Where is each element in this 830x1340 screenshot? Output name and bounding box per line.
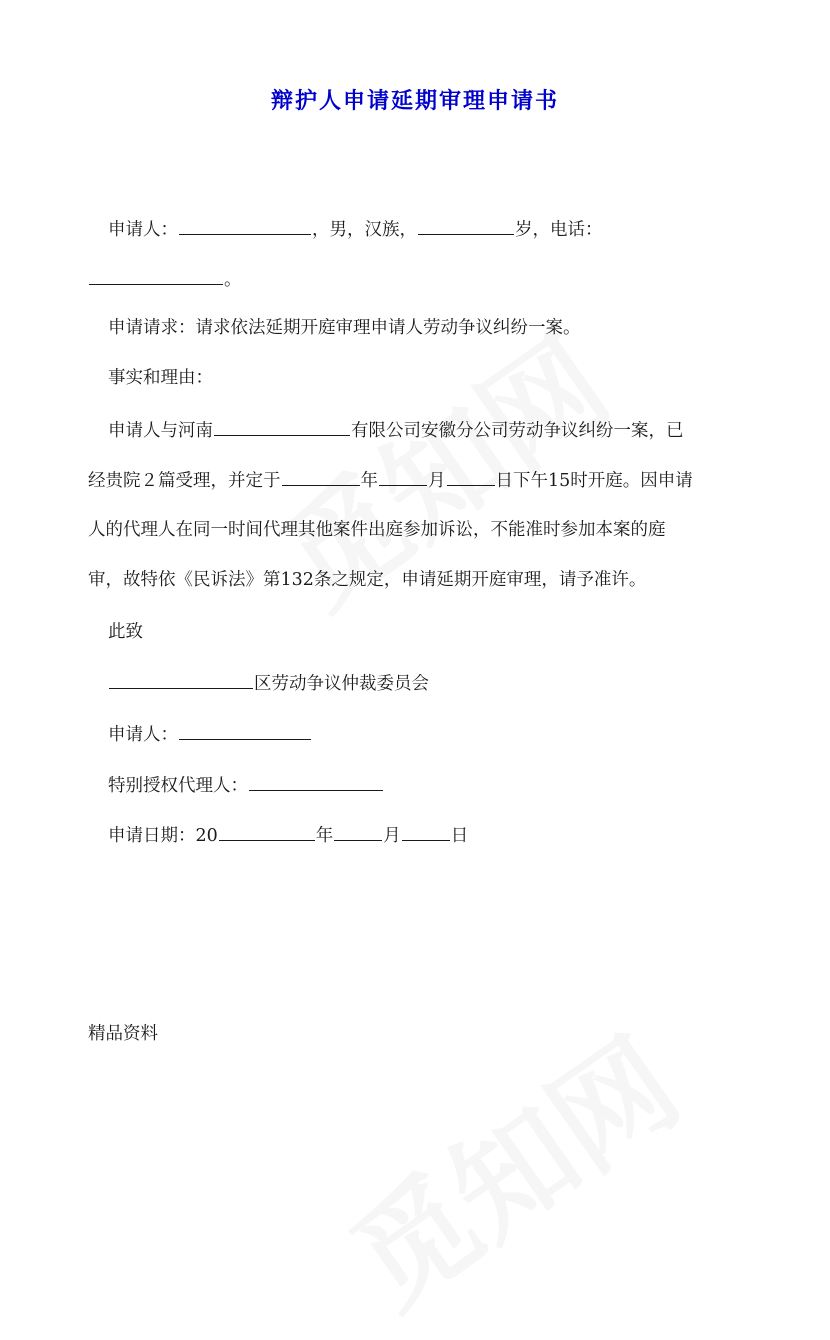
applicant-phone-line [88,266,242,292]
applicant-name-blank[interactable] [179,216,311,235]
application-date-line [108,822,468,848]
body-text: 日下午15时开庭。因申请 [495,471,693,491]
signature-applicant-label: 申请人： [108,725,178,745]
watermark [313,992,707,1339]
footer-text: 精品资料 [88,1024,158,1044]
date-year-blank[interactable] [219,822,315,841]
salutation: 此致 [108,622,143,642]
district-blank[interactable] [109,670,253,689]
body-line-3: 人的代理人在同一时间代理其他案件出庭参加诉讼，不能准时参加本案的庭 [88,520,666,540]
body-line-1 [108,417,684,443]
body-text: 年 [360,471,378,491]
date-month-blank[interactable] [334,822,382,841]
date-label: 申请日期：20 [108,826,218,846]
applicant-age-phone-label: 岁，电话： [515,220,603,240]
hearing-month-blank[interactable] [379,467,427,486]
applicant-age-blank[interactable] [418,216,514,235]
applicant-line [108,216,603,242]
body-text: 有限公司安徽分公司劳动争议纠纷一案，已 [351,421,684,441]
hearing-day-blank[interactable] [447,467,495,486]
date-day-label: 日 [450,826,469,846]
hearing-year-blank[interactable] [282,467,360,486]
company-name-blank[interactable] [214,417,350,436]
applicant-phone-blank[interactable] [89,266,223,285]
date-day-blank[interactable] [402,822,450,841]
body-text: 经贵院２篇受理，并定于 [88,471,281,491]
applicant-line-end: 。 [224,270,242,290]
facts-heading: 事实和理由： [108,368,213,388]
recipient-name: 区劳动争议仲裁委员会 [254,674,429,694]
request-paragraph: 申请请求：请求依法延期开庭审理申请人劳动争议纠纷一案。 [108,318,581,338]
date-year-label: 年 [315,826,334,846]
applicant-label: 申请人： [108,220,178,240]
signature-agent-blank[interactable] [249,772,383,791]
body-text: 申请人与河南 [108,421,213,441]
document-title: 辩护人申请延期审理申请书 [270,89,559,114]
signature-applicant-blank[interactable] [179,721,311,740]
applicant-sex-ethnicity: ，男，汉族， [312,220,417,240]
signature-applicant-line [108,721,312,747]
signature-agent-label: 特别授权代理人： [108,776,248,796]
body-text: 月 [428,471,446,491]
signature-agent-line [108,772,384,798]
date-month-label: 月 [383,826,401,846]
recipient-line [108,670,429,696]
body-line-2 [88,467,693,493]
body-line-4: 审，故特依《民诉法》第132条之规定，申请延期开庭审理，请予准许。 [88,570,647,590]
